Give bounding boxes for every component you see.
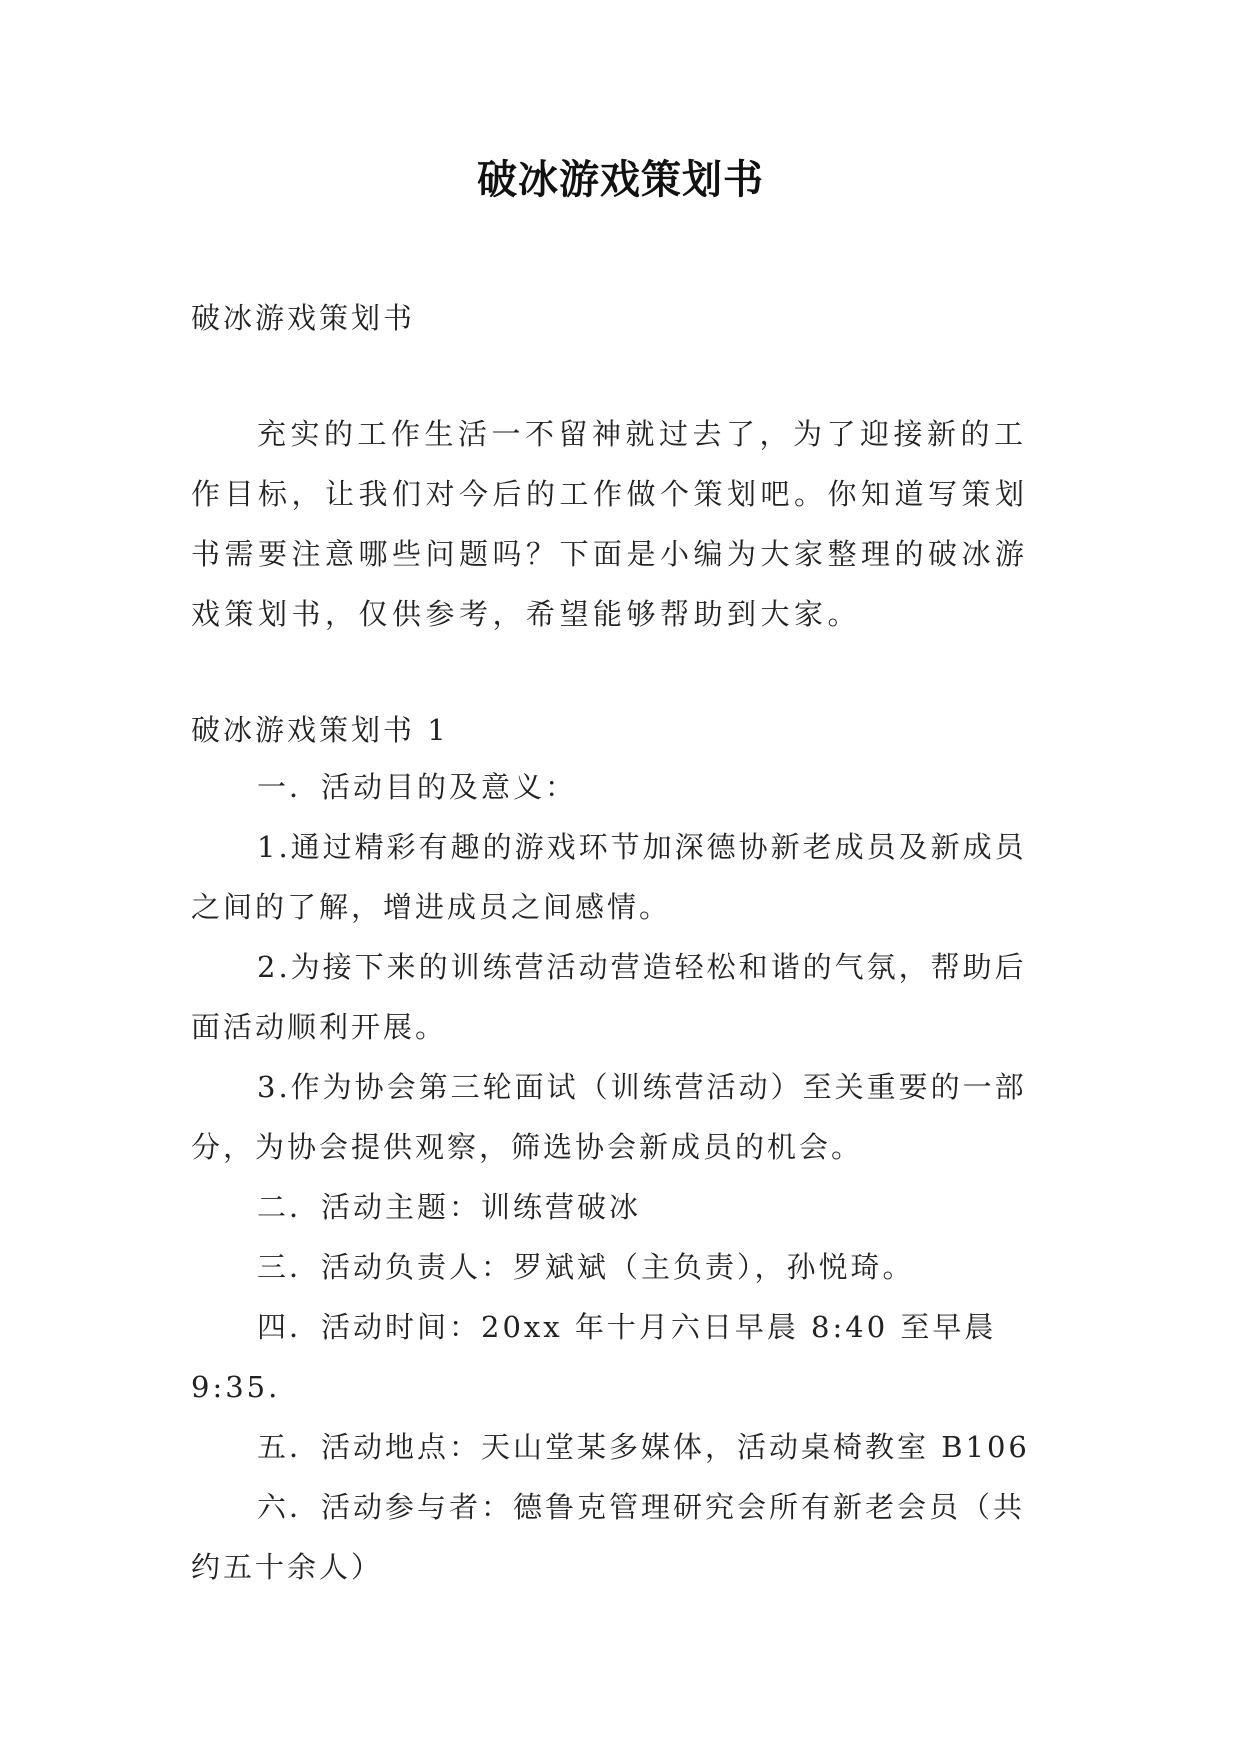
document-title: 破冰游戏策划书 (477, 157, 764, 203)
activity-leaders: 三．活动负责人：罗斌斌（主负责），孙悦琦。 (257, 1250, 915, 1284)
purpose-heading: 一．活动目的及意义： (257, 770, 578, 804)
purpose-item-2: 2.为接下来的训练营活动营造轻松和谐的气氛，帮助后面活动顺利开展。 (191, 950, 1027, 1044)
purpose-item-3: 3.作为协会第三轮面试（训练营活动）至关重要的一部分，为协会提供观察，筛选协会新成员的机会。 (191, 1070, 1027, 1164)
activity-location: 五．活动地点：天山堂某多媒体，活动桌椅教室 B106 (257, 1430, 1030, 1464)
activity-participants: 六．活动参与者：德鲁克管理研究会所有新老会员（共约五十余人） (191, 1490, 1026, 1584)
activity-theme: 二．活动主题：训练营破冰 (257, 1190, 642, 1224)
purpose-item-1: 1.通过精彩有趣的游戏环节加深德协新老成员及新成员之间的了解，增进成员之间感情。 (191, 830, 1027, 924)
section-content (191, 757, 1051, 1597)
document-subtitle: 破冰游戏策划书 (191, 301, 416, 335)
section-title: 破冰游戏策划书 1 (191, 713, 449, 747)
activity-time: 四．活动时间：20xx 年十月六日早晨 8:40 至早晨 9:35. (191, 1310, 997, 1404)
intro-paragraph: 充实的工作生活一不留神就过去了，为了迎接新的工作目标，让我们对今后的工作做个策划吧。你知道写策划书需要注意哪些问题吗？下面是小编为大家整理的破冰游戏策划书，仅供参考，希望能够帮助到大家。 (191, 417, 1029, 631)
